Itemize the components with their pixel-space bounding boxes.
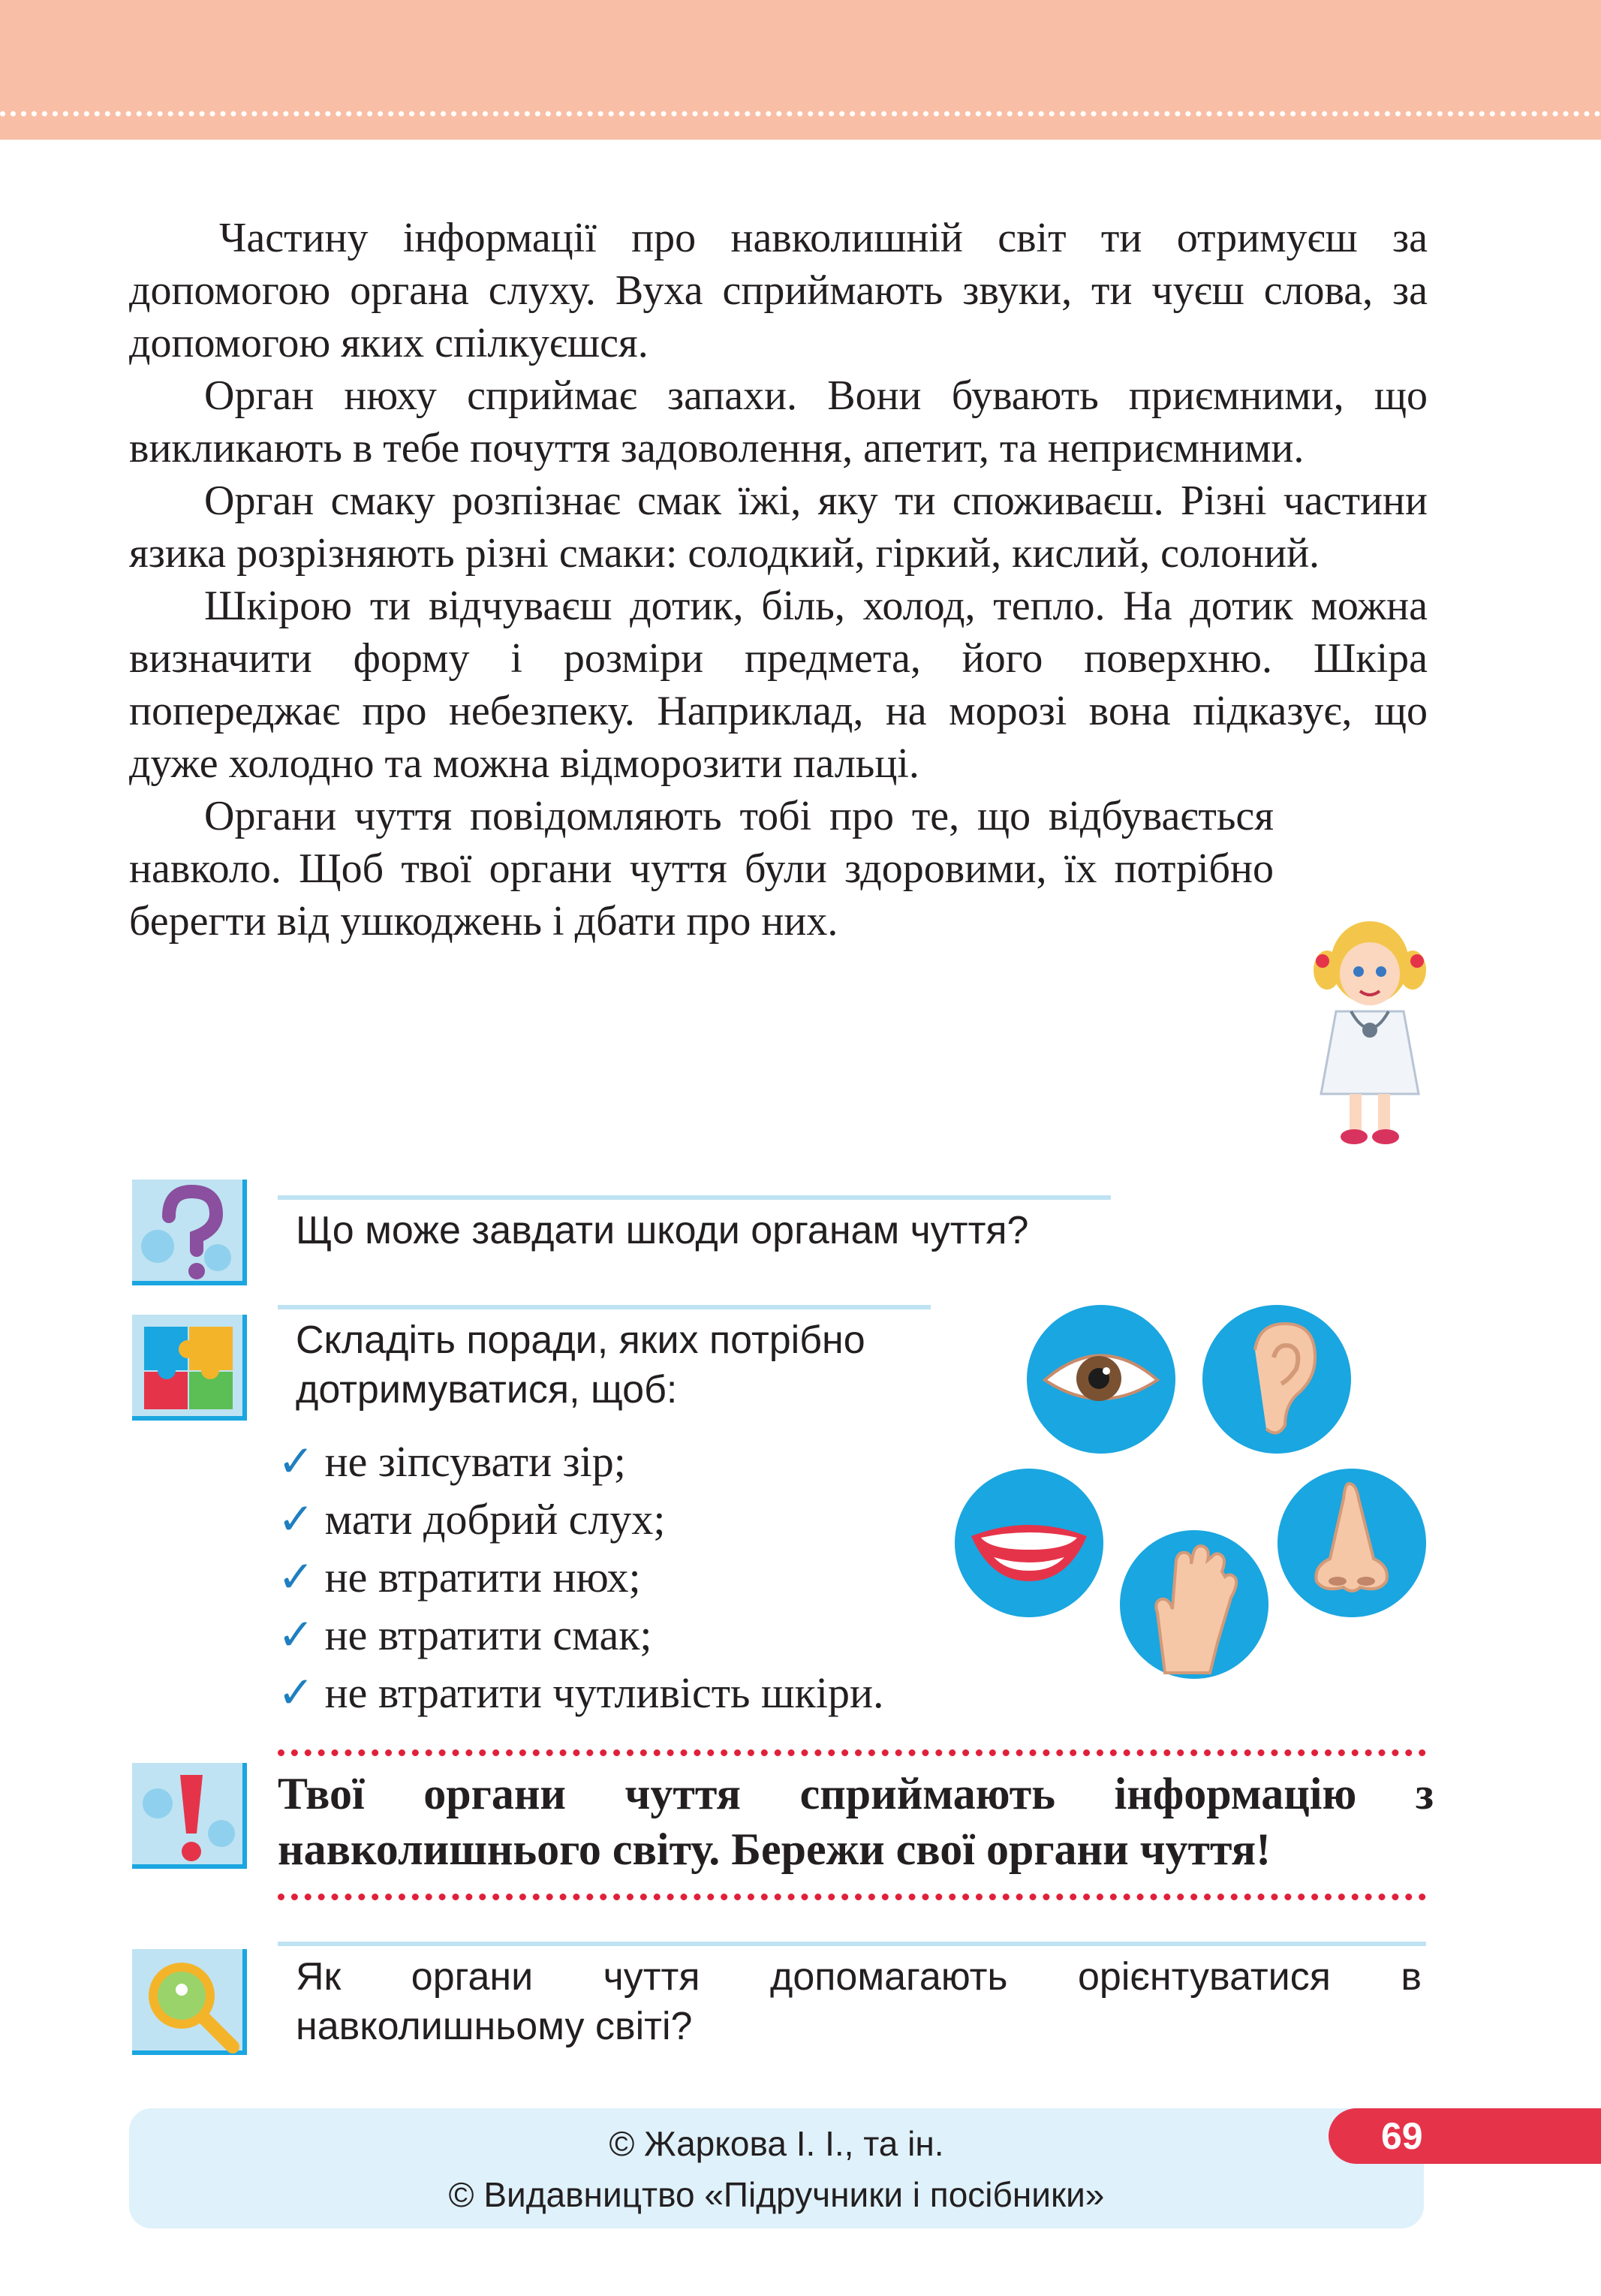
checklist-item xyxy=(278,1490,884,1548)
footer-author: © Жаркова І. І., та ін. xyxy=(609,2124,944,2163)
paragraph-hearing: Частину інформації про навколишній світ ти отримуєш за допомогою органа слуху. Вуха сприймають звуки, ти чуєш слова, за допомогою яких спілкуєшся. xyxy=(129,215,1428,366)
magnifier-icon xyxy=(128,1945,251,2057)
reflection-line xyxy=(278,1942,1426,1946)
paragraph-summary: Органи чуття повідомляють тобі про те, що відбувається навколо. Щоб твої органи чуття були здоровими, їх потрібно берегти від ушкоджень і дбати про них. xyxy=(129,793,1274,945)
question-text: Що може завдати шкоди органам чуття? xyxy=(296,1209,1029,1252)
check-icon: ✓ xyxy=(278,1609,314,1660)
task-line xyxy=(278,1305,931,1309)
paragraph-touch: Шкірою ти відчуваєш дотик, біль, холод, тепло. На дотик можна визначити форму і розміри предмета, його поверхню. Шкіра попереджає про небезпеку. Наприклад, на морозі вона підказує, що дуже холодно та можна відморозити пальці. xyxy=(129,583,1428,787)
task-instruction xyxy=(296,1315,865,1415)
page-number-badge: 69 xyxy=(1329,2108,1601,2164)
mouth-icon xyxy=(955,1469,1103,1617)
rule-bottom-dotted-line xyxy=(278,1894,1426,1900)
hand-icon xyxy=(1120,1530,1268,1679)
task-instruction-line2: дотримуватися, щоб: xyxy=(296,1368,678,1412)
exclamation-icon xyxy=(128,1758,251,1871)
check-icon: ✓ xyxy=(278,1551,314,1602)
check-icon: ✓ xyxy=(278,1436,314,1487)
rule-text: Твої органи чуття сприймають інформацію з навколишнього світу. Бережи свої органи чуття! xyxy=(278,1769,1434,1874)
advice-checklist xyxy=(278,1433,884,1722)
nose-icon xyxy=(1277,1469,1426,1617)
header-dotted-line xyxy=(0,111,1601,116)
checklist-item-label: мати добрий слух; xyxy=(324,1495,666,1544)
ear-icon xyxy=(1202,1305,1351,1454)
header-band xyxy=(0,0,1601,140)
girl-doctor-illustration xyxy=(1306,917,1434,1150)
checklist-item-label: не втратити чутливість шкіри. xyxy=(324,1668,884,1717)
puzzle-icon xyxy=(128,1310,251,1423)
checklist-item xyxy=(278,1433,884,1490)
checklist-item xyxy=(278,1606,884,1664)
footer-publisher: © Видавництво «Підручники і посібники» xyxy=(448,2175,1105,2214)
question-mark-icon xyxy=(128,1175,251,1288)
checklist-item xyxy=(278,1548,884,1606)
check-icon: ✓ xyxy=(278,1667,314,1718)
checklist-item-label: не втратити смак; xyxy=(324,1611,652,1659)
body-text xyxy=(129,212,1428,948)
paragraph-smell: Орган нюху сприймає запахи. Вони бувають приємними, що викликають в тебе почуття задоволення, апетит, та неприємними. xyxy=(129,372,1428,472)
eye-icon xyxy=(1027,1305,1175,1454)
task-instruction-line1: Складіть поради, яких потрібно xyxy=(296,1318,865,1362)
checklist-item-label: не втратити нюх; xyxy=(324,1553,641,1601)
checklist-item-label: не зіпсувати зір; xyxy=(324,1437,626,1486)
check-icon: ✓ xyxy=(278,1493,314,1544)
rule-top-dotted-line xyxy=(278,1749,1426,1756)
paragraph-taste: Орган смаку розпізнає смак їжі, яку ти споживаєш. Різні частини язика розрізняють різні смаки: солодкий, гіркий, кислий, солоний. xyxy=(129,478,1428,577)
reflection-text: Як органи чуття допомагають орієнтуватися в навколишньому світі? xyxy=(296,1955,1422,2048)
question-line xyxy=(278,1195,1111,1200)
checklist-item xyxy=(278,1664,884,1722)
